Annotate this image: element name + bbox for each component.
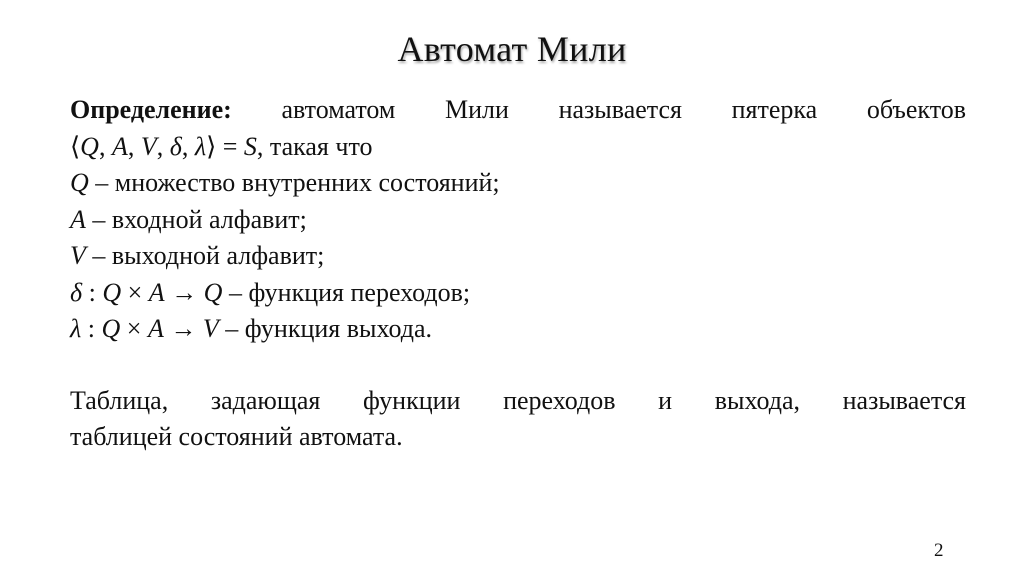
transition-a: A: [148, 277, 165, 307]
item-symbol: V: [70, 241, 86, 270]
tuple-tail: , такая что: [256, 131, 373, 161]
output-times: ×: [120, 314, 148, 343]
item-symbol: A: [70, 204, 86, 234]
item-input-alphabet: [70, 202, 966, 239]
definition-term: Определение:: [70, 95, 232, 124]
tuple-comma: ,: [127, 131, 141, 161]
tuple-comma: ,: [98, 131, 112, 161]
transition-text: – функция переходов;: [222, 277, 471, 307]
paragraph-line-2: таблицей состояний автомата.: [70, 422, 403, 451]
output-a: A: [147, 314, 164, 343]
output-q: Q: [101, 314, 121, 343]
output-colon: :: [81, 314, 102, 343]
transition-times: ×: [121, 277, 149, 307]
tuple-left-angle: ⟨: [70, 131, 81, 161]
tuple-comma: ,: [181, 131, 195, 161]
tuple-s: S: [243, 131, 257, 161]
transition-symbol: δ: [70, 277, 83, 307]
transition-arrow: →: [164, 277, 204, 307]
tuple-lambda: λ: [194, 131, 207, 161]
tuple-a: A: [111, 131, 128, 161]
paragraph-line-1: Таблица, задающая функции переходов и выхода, называется: [70, 385, 966, 415]
definition-text: автоматом Мили называется пятерка объектов: [231, 95, 966, 124]
paragraph-gap: [70, 348, 966, 383]
tuple-equals: =: [216, 131, 244, 161]
output-result: V: [202, 314, 219, 343]
transition-colon: :: [82, 277, 103, 307]
transition-function-line: [70, 275, 966, 312]
page-number: 2: [934, 540, 944, 561]
item-states: [70, 165, 966, 202]
item-output-alphabet: [70, 238, 966, 275]
output-text: – функция выхода.: [218, 314, 433, 343]
tuple-delta: δ: [169, 131, 182, 161]
slide-body: [70, 92, 966, 456]
output-function-line: [70, 311, 966, 348]
output-arrow: →: [163, 314, 203, 343]
item-text: – множество внутренних состояний;: [88, 168, 500, 197]
transition-result: Q: [203, 277, 223, 307]
item-text: – выходной алфавит;: [85, 241, 325, 270]
transition-q: Q: [102, 277, 122, 307]
tuple-line: [70, 129, 966, 166]
slide-title: Автомат Мили: [397, 29, 627, 69]
tuple-right-angle: ⟩: [206, 131, 217, 161]
item-text: – входной алфавит;: [85, 204, 307, 234]
item-symbol: Q: [70, 168, 89, 197]
tuple-comma: ,: [156, 131, 170, 161]
definition-line: [70, 92, 966, 129]
tuple-v: V: [140, 131, 157, 161]
output-symbol: λ: [70, 314, 82, 343]
tuple-q: Q: [80, 131, 99, 161]
